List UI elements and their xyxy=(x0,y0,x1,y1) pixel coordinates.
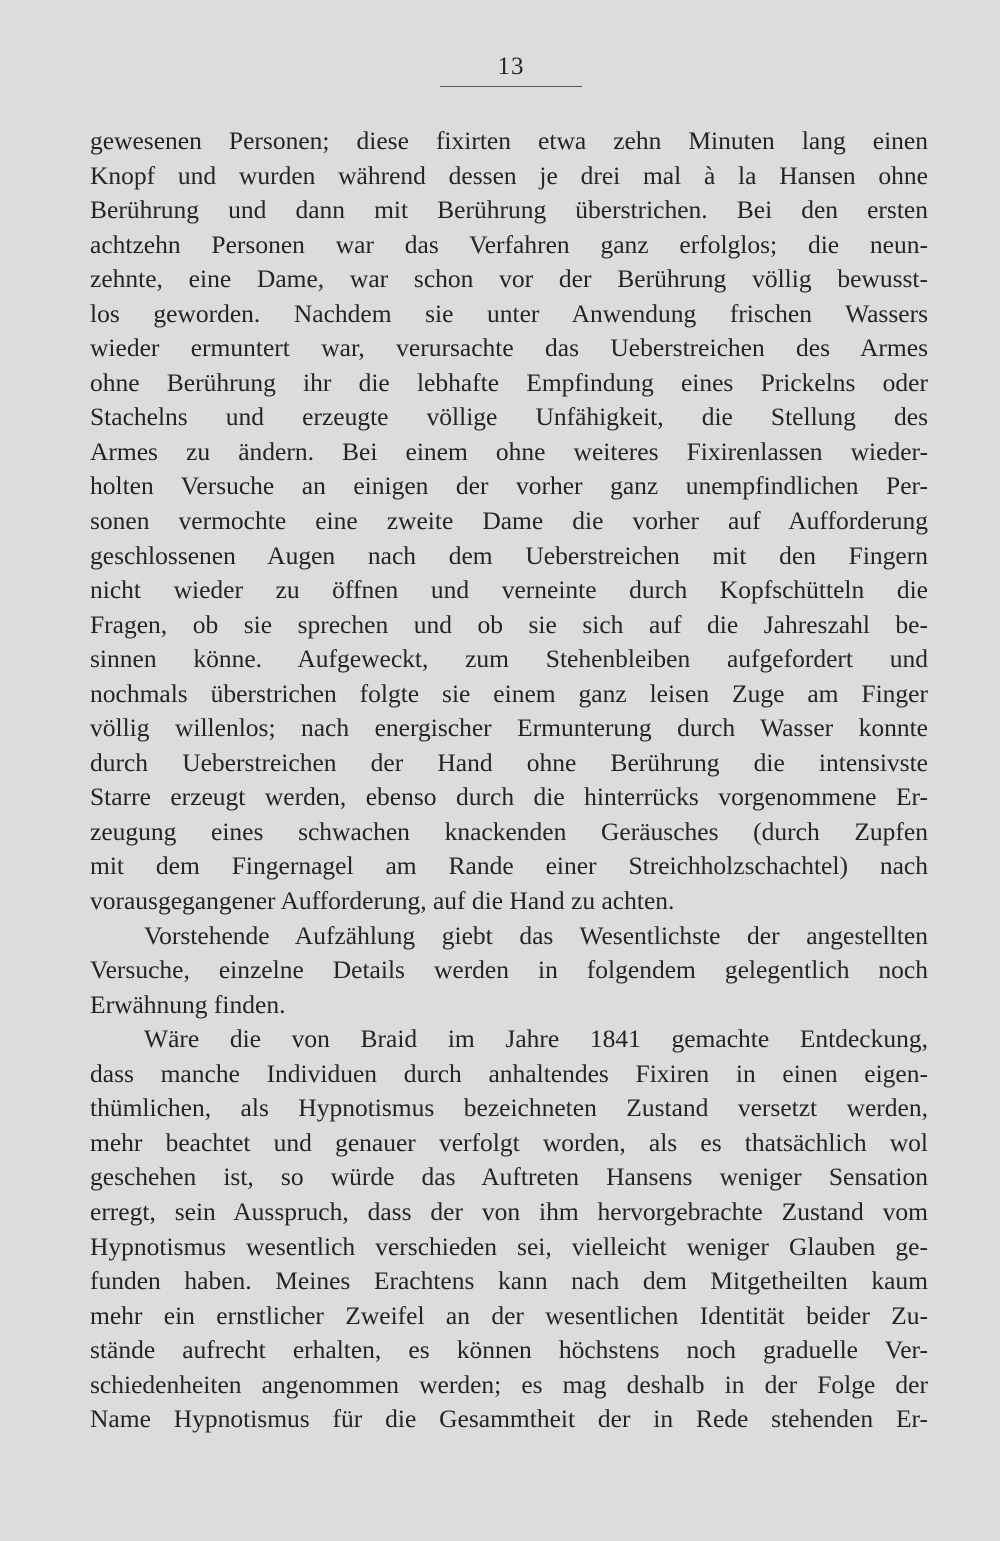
text-line: achtzehn Personen war das Verfahren ganz erfolglos; die neun- xyxy=(90,229,928,259)
text-line: Knopf und wurden während dessen je drei mal à la Hansen ohne xyxy=(90,160,928,190)
text-line: stände aufrecht erhalten, es können höchstens noch graduelle Ver- xyxy=(90,1335,928,1365)
text-line: mehr ein ernstlicher Zweifel an der wesentlichen Identität beider Zu- xyxy=(90,1300,928,1330)
text-line: Vorstehende Aufzählung giebt das Wesentlichste der angestellten xyxy=(144,920,928,950)
text-line: schiedenheiten angenommen werden; es mag deshalb in der Folge der xyxy=(90,1369,928,1399)
text-line: dass manche Individuen durch anhaltendes Fixiren in einen eigen- xyxy=(90,1058,928,1088)
text-line: Hypnotismus wesentlich verschieden sei, vielleicht weniger Glauben ge- xyxy=(90,1231,928,1261)
text-line: sonen vermochte eine zweite Dame die vorher auf Aufforderung xyxy=(90,506,928,536)
text-line: Berührung und dann mit Berührung überstrichen. Bei den ersten xyxy=(90,195,928,225)
text-line: Starre erzeugt werden, ebenso durch die hinterrücks vorgenommene Er- xyxy=(90,782,928,812)
text-line: los geworden. Nachdem sie unter Anwendung frischen Wassers xyxy=(90,298,928,328)
text-line: zeugung eines schwachen knackenden Geräusches (durch Zupfen xyxy=(90,816,928,846)
header-rule xyxy=(440,86,582,87)
text-line: mehr beachtet und genauer verfolgt worden, als es thatsächlich wol xyxy=(90,1127,928,1157)
text-line: Stachelns und erzeugte völlige Unfähigkeit, die Stellung des xyxy=(90,402,928,432)
text-line: Versuche, einzelne Details werden in folgendem gelegentlich noch xyxy=(90,955,928,985)
text-line: geschehen ist, so würde das Auftreten Hansens weniger Sensation xyxy=(90,1162,928,1192)
text-line: zehnte, eine Dame, war schon vor der Berührung völlig bewusst- xyxy=(90,264,928,294)
text-line: Fragen, ob sie sprechen und ob sie sich auf die Jahreszahl be- xyxy=(90,609,928,639)
text-line: thümlichen, als Hypnotismus bezeichneten Zustand versetzt werden, xyxy=(90,1093,928,1123)
text-line: gewesenen Personen; diese fixirten etwa zehn Minuten lang einen xyxy=(90,126,928,155)
text-line: funden haben. Meines Erachtens kann nach dem Mitgetheilten kaum xyxy=(90,1266,928,1296)
text-line: nicht wieder zu öffnen und verneinte durch Kopfschütteln die xyxy=(90,575,928,605)
text-line: völlig willenlos; nach energischer Ermunterung durch Wasser konnte xyxy=(90,713,928,743)
text-line: nochmals überstrichen folgte sie einem ganz leisen Zuge am Finger xyxy=(90,678,928,708)
text-line: Armes zu ändern. Bei einem ohne weiteres Fixirenlassen wieder- xyxy=(90,436,928,466)
text-line: wieder ermuntert war, verursachte das Ueberstreichen des Armes xyxy=(90,333,928,363)
text-line: holten Versuche an einigen der vorher ganz unempfindlichen Per- xyxy=(90,471,928,501)
text-line: durch Ueberstreichen der Hand ohne Berührung die intensivste xyxy=(90,747,928,777)
page-number: 13 xyxy=(497,53,525,80)
body-text xyxy=(90,124,928,1437)
text-line: Erwähnung finden. xyxy=(90,989,286,1019)
text-line: Name Hypnotismus für die Gesammtheit der in Rede stehenden Er- xyxy=(90,1404,928,1434)
text-line: geschlossenen Augen nach dem Ueberstreichen mit den Fingern xyxy=(90,540,928,570)
text-line: erregt, sein Ausspruch, dass der von ihm hervorgebrachte Zustand vom xyxy=(90,1196,928,1226)
text-line: mit dem Fingernagel am Rande einer Streichholzschachtel) nach xyxy=(90,851,928,881)
text-line: Wäre die von Braid im Jahre 1841 gemachte Entdeckung, xyxy=(144,1024,928,1054)
text-line: ohne Berührung ihr die lebhafte Empfindung eines Prickelns oder xyxy=(90,367,928,397)
text-line: vorausgegangener Aufforderung, auf die Hand zu achten. xyxy=(90,886,675,916)
text-line: sinnen könne. Aufgeweckt, zum Stehenbleiben aufgefordert und xyxy=(90,644,928,674)
